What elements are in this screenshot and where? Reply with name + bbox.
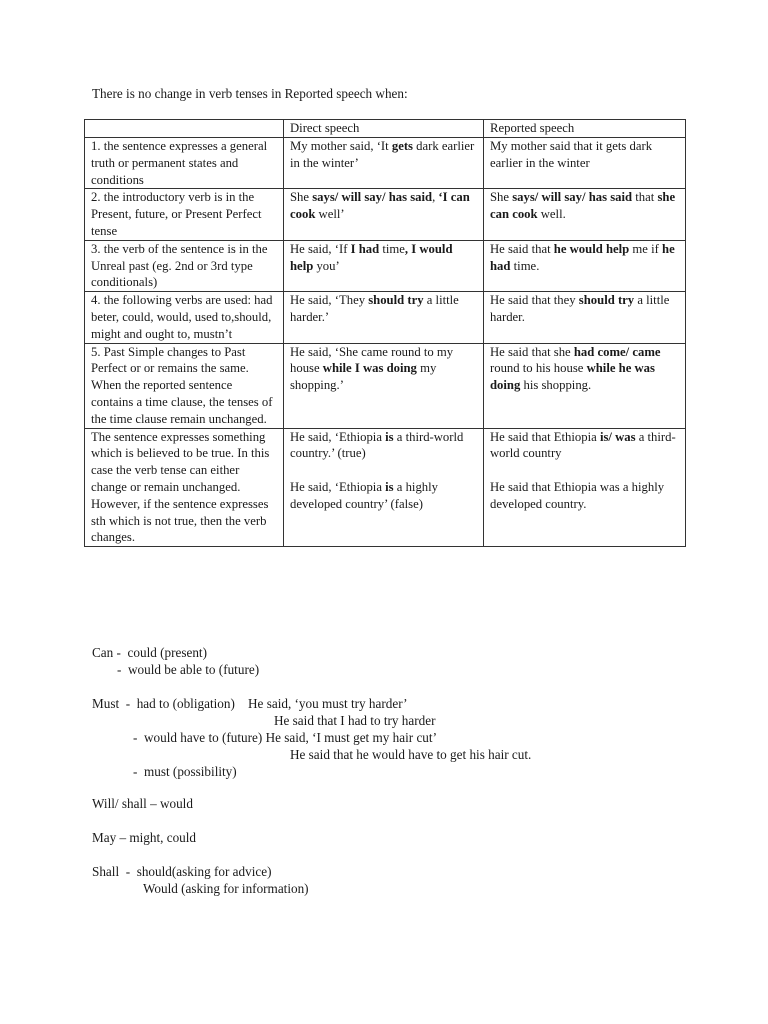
text-run: well. [537,207,566,222]
bold-text: should try [368,293,424,308]
text-run: a highly developed country’ (false) [290,479,439,511]
text-run: you’ [313,258,340,273]
text-run: He said, ‘Ethiopia [290,429,386,444]
note-line: - must (possibility) [133,764,237,779]
condition-cell: 2. the introductory verb is in the Present, future, or Present Perfect tense [85,189,284,240]
paragraph-gap [490,462,679,479]
direct-speech-cell [284,428,484,547]
table-row [85,138,686,189]
text-run: round to his house [490,361,587,376]
bold-text: says/ will say/ has said [312,190,433,205]
text-run: me if [629,241,663,256]
note-line: Must - had to (obligation) He said, ‘you must try harder’ [92,696,408,711]
header-direct-speech: Direct speech [284,120,484,138]
table-row [85,189,686,240]
direct-speech-cell [284,292,484,343]
bold-text: is [385,429,394,444]
bold-text: , I would help [290,241,453,273]
bold-text: should try [578,293,635,308]
bold-text: I had [350,241,380,256]
text-run: He said that [490,241,554,256]
bold-text: he would help [553,241,630,256]
note-line: He said that I had to try harder [274,713,436,728]
text-run: time [379,241,405,256]
table-row [85,343,686,428]
condition-cell: 1. the sentence expresses a general truth or permanent states and conditions [85,138,284,189]
reported-speech-cell [484,240,686,291]
table-row [85,240,686,291]
note-line: Shall - should(asking for advice) [92,864,272,879]
text-run: He said that they [490,293,579,308]
note-line: Will/ shall – would [92,796,193,811]
text-run: a little harder. [490,293,670,324]
text-run: his shopping. [520,378,592,393]
text-run: She [490,190,513,205]
text-run: my shopping.’ [290,361,437,393]
header-condition [85,120,284,138]
direct-speech-cell [284,189,484,240]
condition-cell: 3. the verb of the sentence is in the Unreal past (eg. 2nd or 3rd type conditionals) [85,240,284,291]
text-run: a third-world country [490,429,676,461]
direct-speech-cell [284,343,484,428]
text-run: He said, ‘Ethiopia [290,479,386,494]
reported-speech-cell [484,343,686,428]
header-reported-speech: Reported speech [484,120,686,138]
text-run: dark earlier in the winter’ [290,139,475,170]
table-row [85,292,686,343]
reported-speech-cell [484,189,686,240]
table-row [85,428,686,547]
text-run: a little harder.’ [290,293,459,324]
condition-cell: 4. the following verbs are used: had beter, could, would, used to,should, might and ought to, mustn’t [85,292,284,343]
intro-text: There is no change in verb tenses in Reported speech when: [92,86,408,101]
bold-text: while he was doing [490,361,655,393]
bold-text: is/ was [599,429,636,444]
note-line: He said that he would have to get his hair cut. [290,747,532,762]
text-run: He said that Ethiopia was a highly developed country. [490,479,665,511]
condition-cell: The sentence expresses something which is believed to be true. In this case the verb tense can either change or remain unchanged. However, if the sentence expresses sth which is not true, then the verb changes. [85,428,284,547]
condition-cell: 5. Past Simple changes to Past Perfect or or remains the same. When the reported sentence contains a time clause, the tenses of the time clause remain unchanged. [85,343,284,428]
bold-text: says/ will say/ has said [512,190,633,205]
bold-text: while I was doing [322,361,417,376]
text-run: well’ [315,207,345,222]
reported-speech-cell [484,428,686,547]
direct-speech-cell [284,138,484,189]
note-line: Would (asking for information) [143,881,309,896]
note-line: - would have to (future) He said, ‘I must get my hair cut’ [133,730,437,745]
paragraph-gap [290,462,477,479]
text-run: , [432,190,439,205]
text-run: time. [510,258,540,273]
text-run: She [290,190,313,205]
reported-speech-table [84,119,686,547]
bold-text: ‘I can cook [290,190,470,222]
text-run: My mother said that it gets dark earlier in the winter [490,139,653,170]
direct-speech-cell [284,240,484,291]
note-line: May – might, could [92,830,197,845]
text-run: He said, ‘If [290,241,351,256]
table-header-row [85,120,686,138]
text-run: a third-world country.’ (true) [290,429,464,461]
bold-text: had come/ came [573,344,661,359]
bold-text: he had [490,241,675,273]
bold-text: she can cook [490,190,676,222]
text-run: My mother said, ‘It [290,139,392,153]
text-run: He said, ‘She came round to my house [290,344,454,376]
reported-speech-cell [484,138,686,189]
bold-text: is [385,479,394,494]
note-line: Can - could (present) [92,645,207,660]
bold-text: gets [391,139,413,153]
note-line: - would be able to (future) [117,662,260,677]
text-run: He said that Ethiopia [490,429,600,444]
text-run: that [632,190,658,205]
reported-speech-cell [484,292,686,343]
text-run: He said, ‘They [290,293,369,308]
text-run: He said that she [490,344,574,359]
